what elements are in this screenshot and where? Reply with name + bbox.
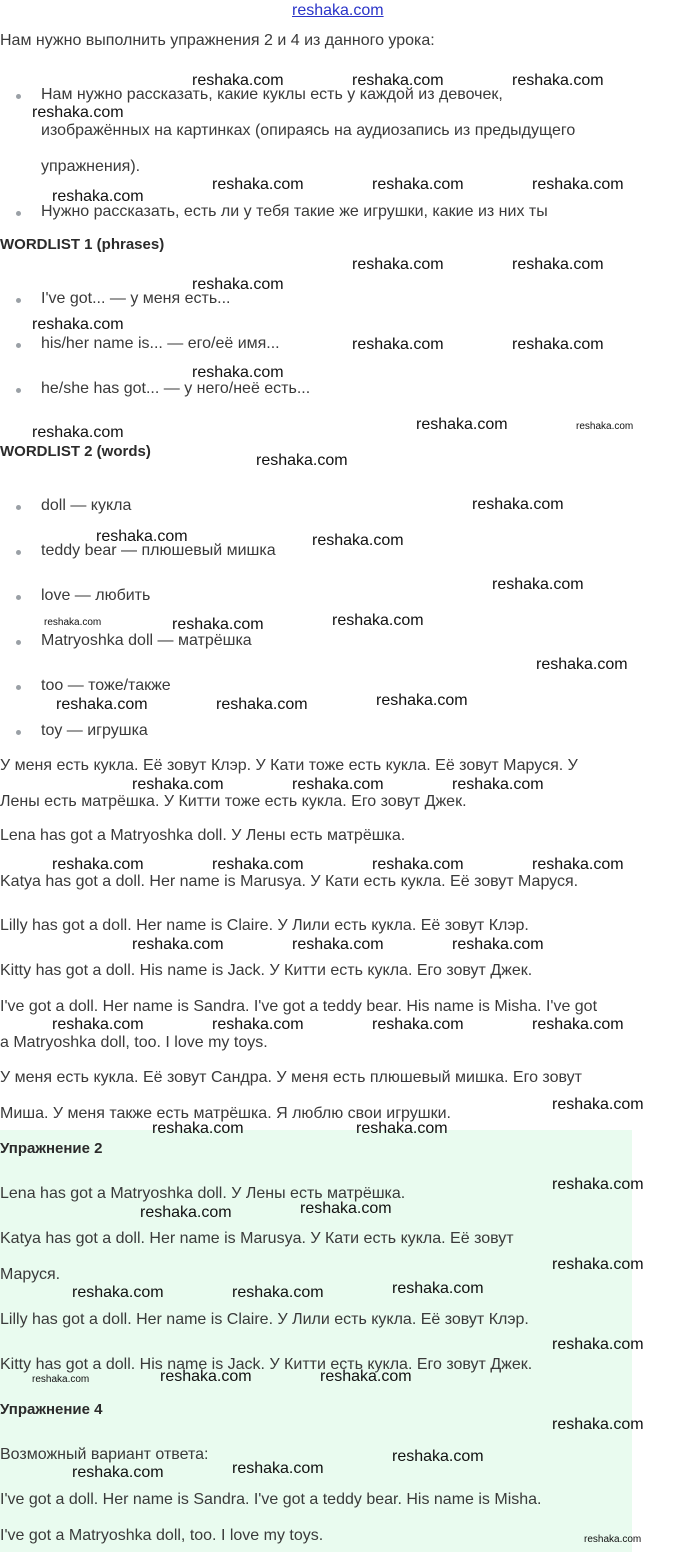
watermark-text: reshaka.com	[192, 276, 284, 293]
wordlist-1-item: I've got... — у меня есть...	[41, 290, 231, 307]
exercise-2-line: Lena has got a Matryoshka doll. У Лены есть матрёшка.	[0, 1185, 406, 1202]
watermark-text: reshaka.com	[292, 776, 384, 793]
watermark-text: reshaka.com	[532, 176, 624, 193]
exercise-2-line: Lilly has got a doll. Her name is Claire. У Лили есть кукла. Её зовут Клэр.	[0, 1311, 529, 1328]
wordlist-1-item: his/her name is... — его/её имя...	[41, 335, 280, 352]
watermark-text: reshaka.com	[140, 1204, 232, 1221]
watermark-text: reshaka.com	[72, 1464, 164, 1481]
watermark-text: reshaka.com	[392, 1448, 484, 1465]
body-text-line: Kitty has got a doll. His name is Jack. У Китти есть кукла. Его зовут Джек.	[0, 962, 533, 979]
list-bullet	[16, 388, 21, 393]
intro-text: Нам нужно выполнить упражнения 2 и 4 из данного урока:	[0, 32, 435, 49]
watermark-text: reshaka.com	[52, 856, 144, 873]
watermark-text: reshaka.com	[552, 1416, 644, 1433]
watermark-text: reshaka.com	[32, 104, 124, 121]
task-1-line-2: изображённых на картинках (опираясь на аудиозапись из предыдущего	[41, 122, 576, 139]
wordlist-2-item: doll — кукла	[41, 497, 132, 514]
task-1-line-3: упражнения).	[41, 158, 141, 175]
watermark-text: reshaka.com	[352, 256, 444, 273]
watermark-text: reshaka.com	[512, 72, 604, 89]
list-bullet	[16, 550, 21, 555]
watermark-text: reshaka.com	[256, 452, 348, 469]
body-text-line: I've got a doll. Her name is Sandra. I've got a teddy bear. His name is Misha. I've got	[0, 998, 598, 1015]
watermark-text: reshaka.com	[532, 1016, 624, 1033]
list-bullet	[16, 343, 21, 348]
list-bullet	[16, 211, 21, 216]
watermark-text: reshaka.com	[576, 421, 634, 432]
task-1-line-1: Нам нужно рассказать, какие куклы есть у каждой из девочек,	[41, 86, 503, 103]
list-bullet	[16, 94, 21, 99]
watermark-text: reshaka.com	[512, 336, 604, 353]
watermark-text: reshaka.com	[96, 528, 188, 545]
exercise-2-title: Упражнение 2	[0, 1140, 103, 1157]
watermark-text: reshaka.com	[352, 72, 444, 89]
watermark-text: reshaka.com	[232, 1284, 324, 1301]
watermark-text: reshaka.com	[212, 1016, 304, 1033]
exercise-2-line: Katya has got a doll. Her name is Marusya. У Кати есть кукла. Её зовут	[0, 1230, 514, 1247]
watermark-text: reshaka.com	[392, 1280, 484, 1297]
list-bullet	[16, 595, 21, 600]
watermark-text: reshaka.com	[132, 776, 224, 793]
watermark-text: reshaka.com	[552, 1176, 644, 1193]
exercise-2-line: Kitty has got a doll. His name is Jack. У Китти есть кукла. Его зовут Джек.	[0, 1356, 533, 1373]
site-link[interactable]: reshaka.com	[292, 2, 384, 19]
exercise-4-title: Упражнение 4	[0, 1401, 103, 1418]
list-bullet	[16, 640, 21, 645]
wordlist-2-item: love — любить	[41, 587, 151, 604]
watermark-text: reshaka.com	[292, 936, 384, 953]
wordlist-1-title: WORDLIST 1 (phrases)	[0, 236, 165, 253]
watermark-text: reshaka.com	[532, 856, 624, 873]
watermark-text: reshaka.com	[32, 424, 124, 441]
watermark-text: reshaka.com	[356, 1120, 448, 1137]
list-bullet	[16, 730, 21, 735]
watermark-text: reshaka.com	[56, 696, 148, 713]
wordlist-2-title: WORDLIST 2 (words)	[0, 443, 151, 460]
exercise-4-line: I've got a doll. Her name is Sandra. I've got a teddy bear. His name is Misha.	[0, 1491, 542, 1508]
body-text-line: Lena has got a Matryoshka doll. У Лены есть матрёшка.	[0, 827, 406, 844]
watermark-text: reshaka.com	[552, 1096, 644, 1113]
watermark-text: reshaka.com	[312, 532, 404, 549]
watermark-text: reshaka.com	[72, 1284, 164, 1301]
watermark-text: reshaka.com	[32, 316, 124, 333]
watermark-text: reshaka.com	[216, 696, 308, 713]
watermark-text: reshaka.com	[320, 1368, 412, 1385]
watermark-text: reshaka.com	[160, 1368, 252, 1385]
wordlist-2-item: Matryoshka doll — матрёшка	[41, 632, 252, 649]
body-text-line: Lilly has got a doll. Her name is Claire. У Лили есть кукла. Её зовут Клэр.	[0, 917, 529, 934]
watermark-text: reshaka.com	[472, 496, 564, 513]
list-bullet	[16, 505, 21, 510]
watermark-text: reshaka.com	[512, 256, 604, 273]
watermark-text: reshaka.com	[52, 1016, 144, 1033]
exercise-4-line: Возможный вариант ответа:	[0, 1446, 209, 1463]
watermark-text: reshaka.com	[232, 1460, 324, 1477]
body-text-line: У меня есть кукла. Её зовут Сандра. У меня есть плюшевый мишка. Его зовут	[0, 1069, 582, 1086]
watermark-text: reshaka.com	[212, 176, 304, 193]
watermark-text: reshaka.com	[152, 1120, 244, 1137]
body-text-line: Лены есть матрёшка. У Китти тоже есть кукла. Его зовут Джек.	[0, 793, 467, 810]
watermark-text: reshaka.com	[452, 936, 544, 953]
watermark-text: reshaka.com	[44, 617, 102, 628]
body-text-line: a Matryoshka doll, too. I love my toys.	[0, 1034, 268, 1051]
exercise-2-line: Маруся.	[0, 1266, 61, 1283]
wordlist-1-item: he/she has got... — у него/неё есть...	[41, 380, 311, 397]
watermark-text: reshaka.com	[300, 1200, 392, 1217]
watermark-text: reshaka.com	[416, 416, 508, 433]
wordlist-2-item: teddy bear — плюшевый мишка	[41, 542, 276, 559]
watermark-text: reshaka.com	[536, 656, 628, 673]
watermark-text: reshaka.com	[52, 188, 144, 205]
wordlist-2-item: too — тоже/также	[41, 677, 171, 694]
watermark-text: reshaka.com	[372, 176, 464, 193]
watermark-text: reshaka.com	[552, 1256, 644, 1273]
watermark-text: reshaka.com	[372, 856, 464, 873]
watermark-text: reshaka.com	[132, 936, 224, 953]
watermark-text: reshaka.com	[584, 1534, 642, 1545]
watermark-text: reshaka.com	[552, 1336, 644, 1353]
watermark-text: reshaka.com	[212, 856, 304, 873]
list-bullet	[16, 685, 21, 690]
task-2-line-1: Нужно рассказать, есть ли у тебя такие же игрушки, какие из них ты	[41, 203, 548, 220]
wordlist-2-item: toy — игрушка	[41, 722, 148, 739]
body-text-line: У меня есть кукла. Её зовут Клэр. У Кати тоже есть кукла. Её зовут Маруся. У	[0, 757, 578, 774]
watermark-text: reshaka.com	[192, 72, 284, 89]
watermark-text: reshaka.com	[192, 364, 284, 381]
watermark-text: reshaka.com	[372, 1016, 464, 1033]
exercise-4-line: I've got a Matryoshka doll, too. I love my toys.	[0, 1527, 324, 1544]
watermark-text: reshaka.com	[452, 776, 544, 793]
body-text-line: Миша. У меня также есть матрёшка. Я люблю свои игрушки.	[0, 1105, 451, 1122]
watermark-text: reshaka.com	[172, 616, 264, 633]
watermark-text: reshaka.com	[32, 1374, 90, 1385]
list-bullet	[16, 298, 21, 303]
watermark-text: reshaka.com	[376, 692, 468, 709]
body-text-line: Katya has got a doll. Her name is Marusya. У Кати есть кукла. Её зовут Маруся.	[0, 873, 579, 890]
watermark-text: reshaka.com	[332, 612, 424, 629]
watermark-text: reshaka.com	[492, 576, 584, 593]
watermark-text: reshaka.com	[352, 336, 444, 353]
